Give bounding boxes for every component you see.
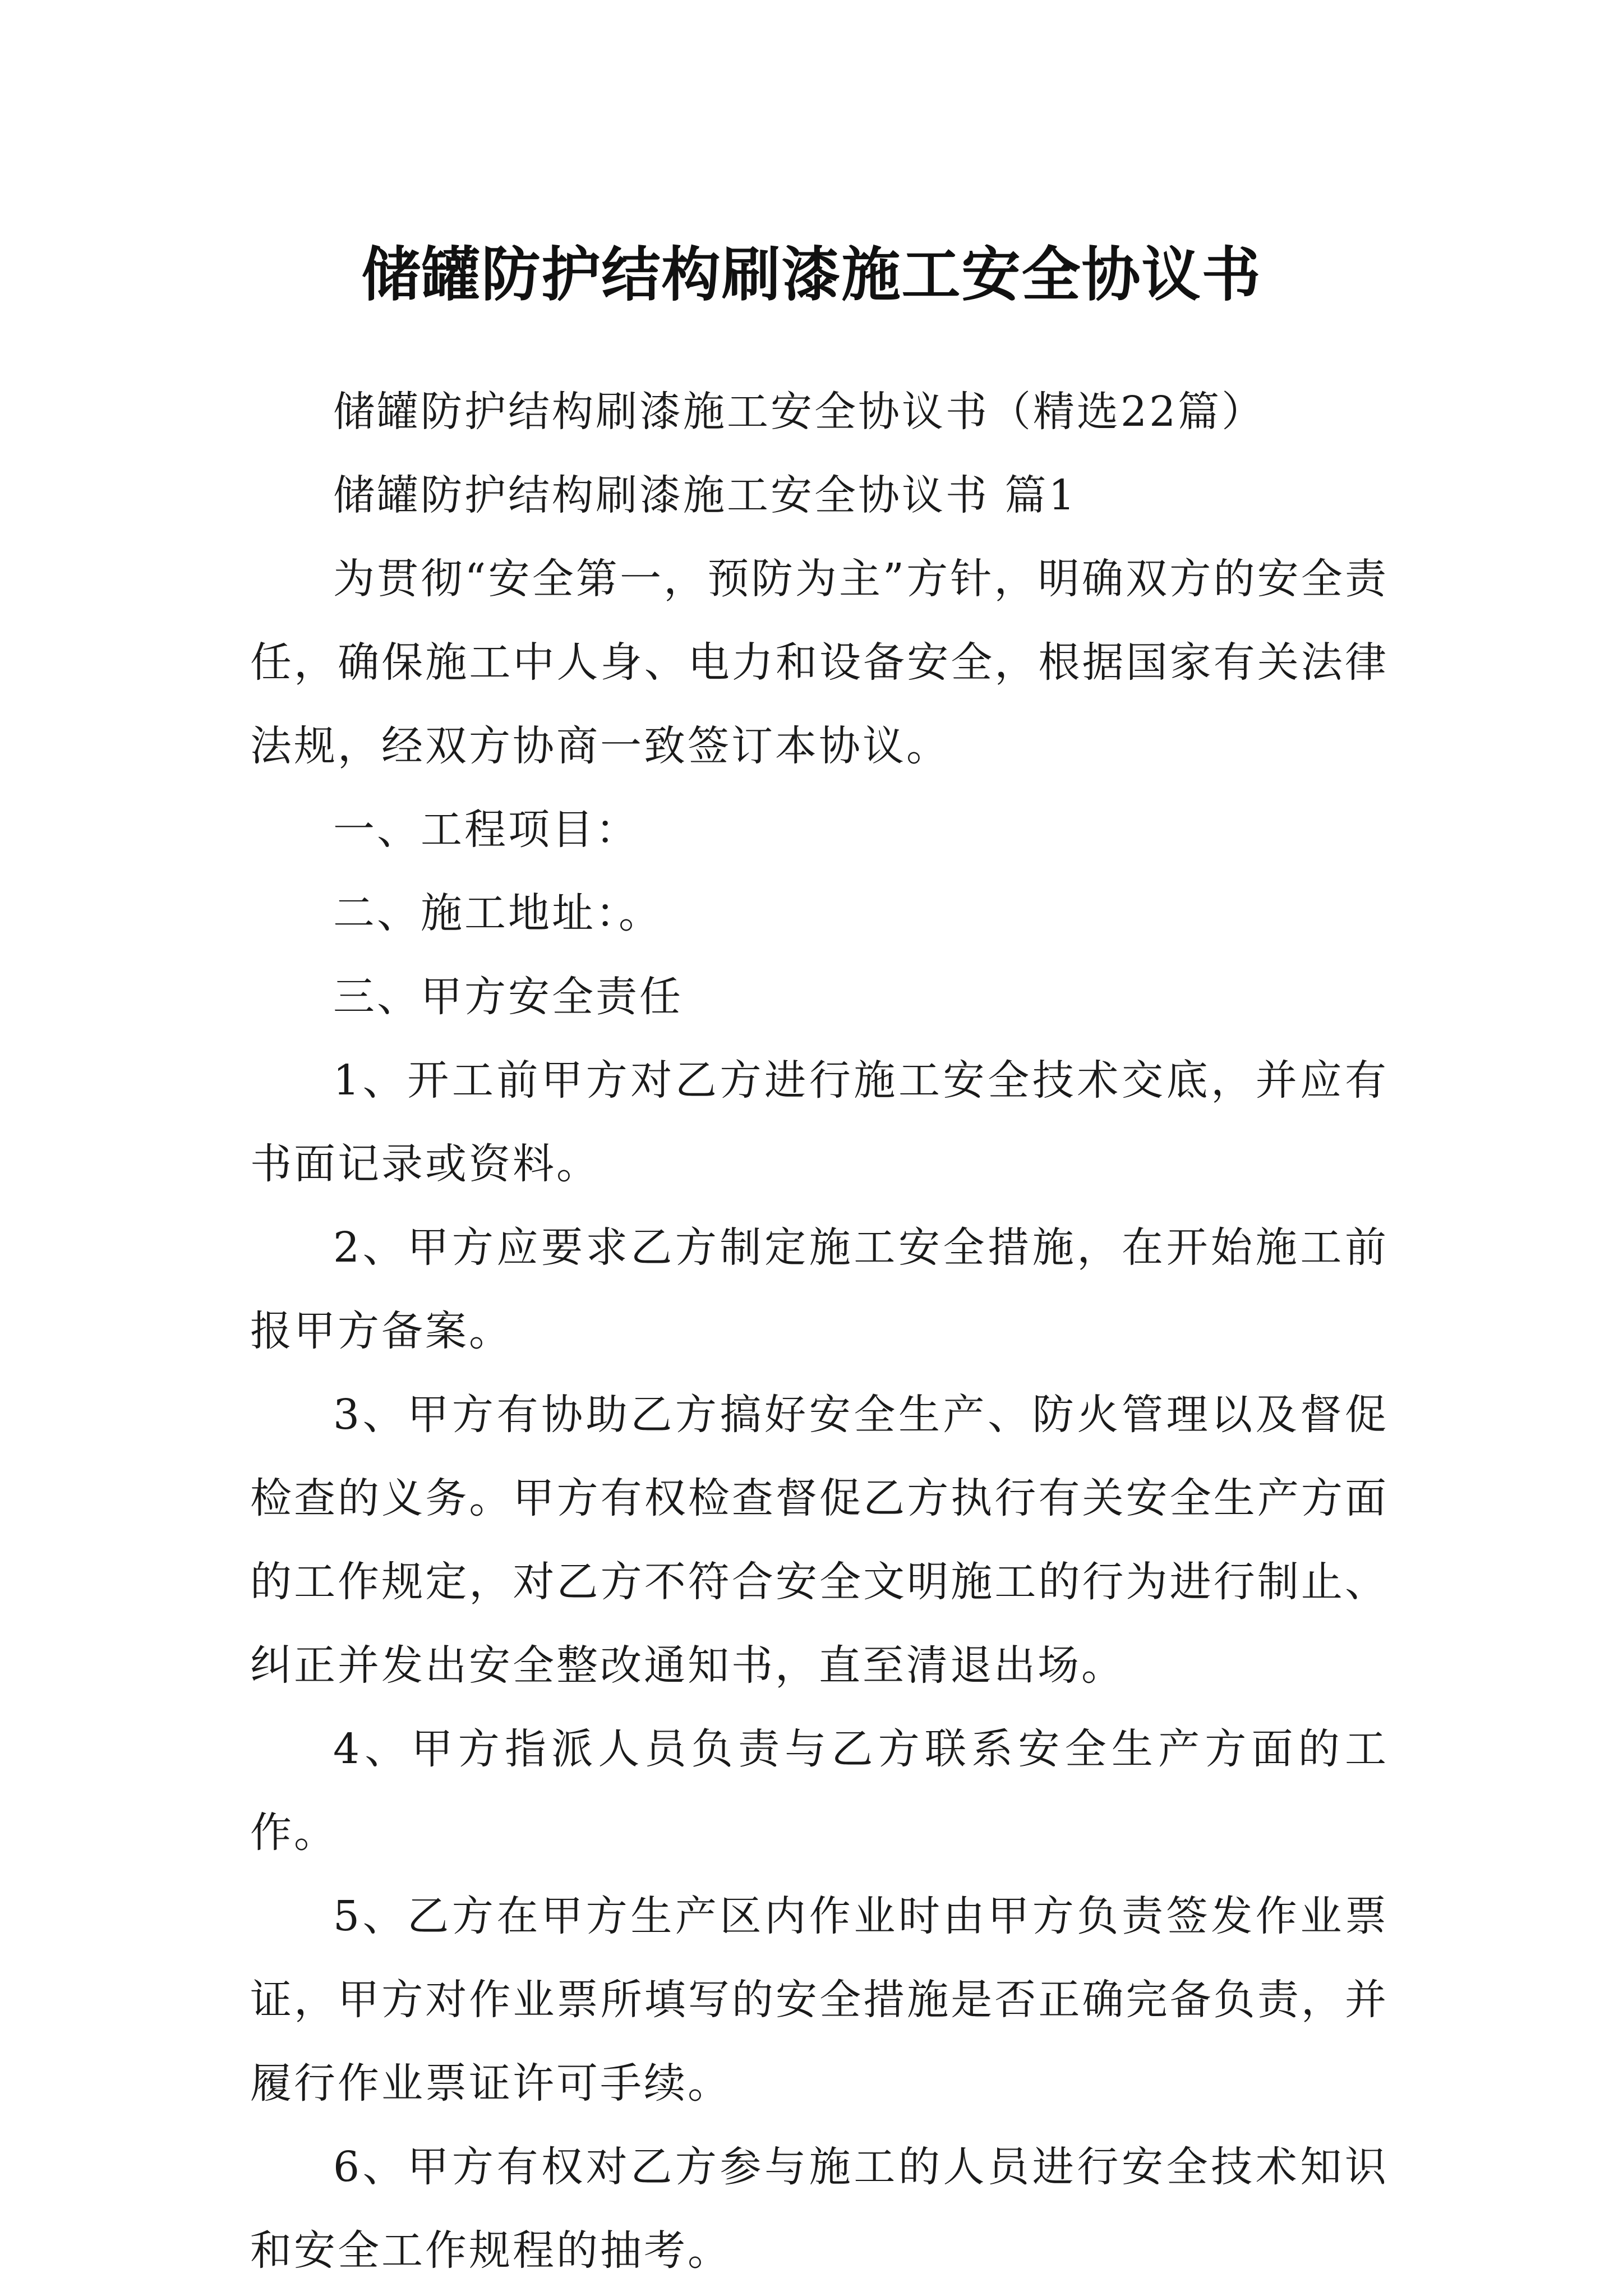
paragraph-clause-2: 2、甲方应要求乙方制定施工安全措施，在开始施工前报甲方备案。	[250, 1223, 1389, 1355]
paragraph-clause-5: 5、乙方在甲方生产区内作业时由甲方负责签发作业票证，甲方对作业票所填写的安全措施是否正确完备负责，并履行作业票证许可手续。	[250, 1892, 1389, 2108]
paragraph-intro: 为贯彻“安全第一，预防为主”方针，明确双方的安全责任，确保施工中人身、电力和设备安全，根据国家有关法律法规，经双方协商一致签订本协议。	[250, 555, 1389, 770]
paragraph-project: 一、工程项目：	[333, 806, 639, 854]
paragraph-clause-6: 6、甲方有权对乙方参与施工的人员进行安全技术知识和安全工作规程的抽考。	[250, 2143, 1389, 2275]
paragraph-party-a-heading: 三、甲方安全责任	[333, 973, 683, 1021]
document-body	[250, 370, 1389, 2293]
paragraph-clause-1: 1、开工前甲方对乙方进行施工安全技术交底，并应有书面记录或资料。	[250, 1056, 1389, 1188]
paragraph-clause-3: 3、甲方有协助乙方搞好安全生产、防火管理以及督促检查的义务。甲方有权检查督促乙方执行有关安全生产方面的工作规定，对乙方不符合安全文明施工的行为进行制止、纠正并发出安全整改通知书，直至清退出场。	[250, 1391, 1389, 1690]
document-title: 储罐防护结构刷漆施工安全协议书	[361, 241, 1262, 310]
paragraph-address: 二、施工地址：。	[333, 889, 662, 937]
paragraph-section-heading: 储罐防护结构刷漆施工安全协议书 篇1	[333, 471, 1077, 519]
paragraph-clause-4: 4、甲方指派人员负责与乙方联系安全生产方面的工作。	[250, 1725, 1389, 1857]
paragraph-subtitle: 储罐防护结构刷漆施工安全协议书（精选22篇）	[333, 388, 1266, 436]
